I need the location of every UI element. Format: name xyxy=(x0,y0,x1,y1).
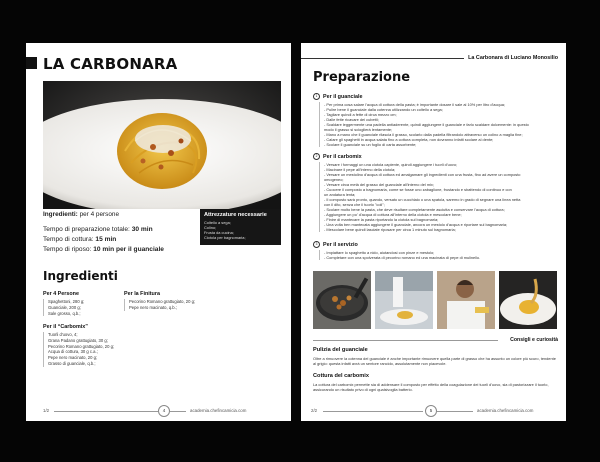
step-title: Per il guanciale xyxy=(323,93,363,100)
tools-heading: Attrezzature necessarie xyxy=(204,212,267,218)
step-section-guanciale xyxy=(313,93,558,147)
servings-label: Ingredienti: xyxy=(43,211,78,218)
time-prep: Tempo di preparazione totale: 30 min xyxy=(43,226,153,233)
ingredient-list xyxy=(43,332,143,367)
tools-box xyxy=(200,209,281,245)
section-title: Preparazione xyxy=(313,70,411,85)
step-section-servizio xyxy=(313,241,558,260)
servings-value: per 4 persone xyxy=(79,211,120,218)
step-item: - Cuocere il composto a bagnomaria, come se fosse uno zabaglione, frustando e sbattendo di continuo e con xyxy=(324,187,512,192)
step-item: - Pulire bene il guanciale dalla cotenna utilizzando un coltello a sega; xyxy=(324,107,443,112)
step-item: omogeneo; xyxy=(324,177,344,182)
step-number: 3 xyxy=(313,241,320,248)
group-title: Per la Finitura xyxy=(124,291,160,297)
recipe-title: LA CARBONARA xyxy=(43,55,178,73)
tips-rule xyxy=(313,340,498,341)
tips-heading: Consigli e curiosità xyxy=(510,337,558,343)
ingredient-item: Pepe nero macinato, q.b.; xyxy=(129,304,177,310)
time-cook: Tempo di cottura: 15 min xyxy=(43,236,117,243)
running-header: La Carbonara di Luciano Monosilio xyxy=(464,55,558,61)
ingredient-list xyxy=(124,299,244,311)
tip-pulizia xyxy=(313,347,558,366)
title-marker xyxy=(26,57,37,69)
step-item: - Scolare molto bene la pasta, che deve risultare completamente asciutta e conservare l'acqua di cottura; xyxy=(324,207,505,212)
ingredients-heading: Ingredienti xyxy=(43,269,118,283)
ingredient-item: Grana Padano grattugiato, 30 g; xyxy=(48,337,108,343)
tools-item: Ciotola per bagnomaria; xyxy=(204,235,246,240)
step-list xyxy=(319,250,558,260)
ingredient-item: Pecorino Romano grattugiato, 20 g; xyxy=(129,299,196,304)
photo-strip xyxy=(313,271,558,329)
ingredient-item: Pecorino Romano grattugiato, 20 g; xyxy=(48,343,115,349)
step-item: - Versare un mestolino d'acqua di cottura ed amalgamare gli ingredienti con una frusta, fino ad avere un composto xyxy=(324,172,521,177)
tools-item: Coltello a sega; xyxy=(204,220,231,225)
step-item: - Finire di mantecare la pasta riportando la ciotola sul bagnomaria; xyxy=(324,217,439,222)
group-title: Per il “Carbomix” xyxy=(43,324,88,330)
tip-title: Cottura del carbomix xyxy=(313,373,369,379)
tip-text: Oltre a rimuovere la cotenna del guanciale è anche importante rimuovere quella parte di grasso che ha assunto un colore più scuro, tendente al grigio: questa infatti avrà un sentore rancido, assolutamente non piacevole. xyxy=(313,356,556,366)
footer-line xyxy=(437,411,473,412)
page-number: 5 xyxy=(425,405,437,417)
tools-item: Colino; xyxy=(204,225,217,230)
step-item: con il dito, senza che il tuorlo "coli"; xyxy=(324,202,385,207)
ingredient-group-carbomix xyxy=(43,324,143,367)
step-item: - Una volta ben mantecata aggiungere il guanciale, ancora un mestolo d'acqua e riportare sul bagnomaria; xyxy=(324,222,508,227)
ingredient-group-finitura xyxy=(124,291,244,311)
ingredient-item: Sale grosso, q.b.; xyxy=(48,310,81,316)
left-page xyxy=(26,43,291,421)
step-item: - Macinare il pepe all'interno della ciotola; xyxy=(324,167,396,172)
ingredient-item: Pepe nero macinato, 20 g; xyxy=(48,355,98,361)
ingredient-item: Guanciale, 200 g; xyxy=(48,304,81,310)
step-item: - Il composto sarà pronto, quando, versato un cucchiaio o una spatola, saremo in grado di segnare una linea netta xyxy=(324,197,521,202)
step-title: Per il carbomix xyxy=(323,153,362,160)
tip-title: Pulizia del guanciale xyxy=(313,347,368,353)
guanciale-pan-photo xyxy=(313,271,371,329)
ingredient-item: Grasso di guanciale, q.b.; xyxy=(48,360,96,366)
footer-line xyxy=(170,411,186,412)
step-title: Per il servizio xyxy=(323,241,358,248)
right-page xyxy=(301,43,566,421)
tip-text: La cottura del carbomix permette sia di addensare il composto per effetto della coagulazione dei tuorli d'uovo, sia di pastorizzare il tuorlo, assicurando un risultato privo di ogni qualsivoglia batterio. xyxy=(313,382,549,392)
page-number: 4 xyxy=(158,405,170,417)
ingredient-item: Acqua di cottura, 30 g c.a.; xyxy=(48,349,98,355)
footer-line xyxy=(323,411,423,412)
ingredient-group-persone xyxy=(43,291,123,316)
times-block xyxy=(43,225,164,255)
step-item: - Versare circa metà del grasso del guanciale all'interno del mix; xyxy=(324,182,434,187)
step-item: un andatura lenta; xyxy=(324,192,356,197)
group-title: Per 4 Persone xyxy=(43,291,79,297)
chef-portrait-photo xyxy=(437,271,495,329)
time-rest: Tempo di riposo: 10 min per il guanciale xyxy=(43,246,164,253)
tools-item: Frusta da cucina; xyxy=(204,230,234,235)
carbonara-photo xyxy=(43,81,281,209)
ingredient-list xyxy=(43,299,123,316)
step-section-carbomix xyxy=(313,153,558,232)
step-number: 2 xyxy=(313,153,320,160)
step-item: - Tagliare quindi a fette di circa mezzo cm; xyxy=(324,112,397,117)
step-number: 1 xyxy=(313,93,320,100)
chef-plating-photo xyxy=(375,271,433,329)
step-list xyxy=(319,162,558,232)
step-item: - Impiattare lo spaghetto a nido, aiutandosi con pinze e mestolo; xyxy=(324,250,435,255)
step-item: - Mescolare bene quindi lasciate riposare per circa 1 minuto sul bagnomaria; xyxy=(324,227,456,232)
step-item: - Mano a mano che il guanciale rilascia il grasso, scolarlo dalla padella filtrandolo attraverso un colino a maglia fine; xyxy=(324,132,523,137)
site-link[interactable]: academia.chefincamicia.com xyxy=(190,408,247,413)
step-item: - Dalle fette ricavare dei cubetti; xyxy=(324,117,379,122)
step-item: - Aggiungere un po' d'acqua di cottura all'interno della ciotola e mescolare bene; xyxy=(324,212,462,217)
site-link[interactable]: academia.chefincamicia.com xyxy=(477,408,534,413)
ingredient-item: Spaghettoni, 280 g; xyxy=(48,299,85,304)
ingredient-item: Tuorli d'uovo, 4; xyxy=(48,332,78,337)
servings-line xyxy=(43,211,119,218)
tip-cottura xyxy=(313,373,558,392)
plated-pasta-photo xyxy=(499,271,557,329)
page-label: 1/2 xyxy=(43,408,50,413)
step-item: - Scaldare leggermente una padella antiaderente, quindi aggiungere il guanciale e farlo scaldare dolcemente: in questo xyxy=(324,122,529,127)
step-item: - Completare con una spolverata di pecorino romano ed una macinata di pepe di mulinello. xyxy=(324,255,481,260)
step-item: - Calare gli spaghetti in acqua salata fino a cottura completa, non dovranno infatti scolare al dente; xyxy=(324,137,494,142)
footer-line xyxy=(54,411,158,412)
step-item: - Scolare il guanciale su un foglio di carta assorbente; xyxy=(324,142,417,147)
step-item: - Versare i formaggi un una ciotola capiente, quindi aggiungere i tuorli d'uovo; xyxy=(324,162,458,167)
step-item: modo il grasso si scioglierà lentamente; xyxy=(324,127,393,132)
step-list xyxy=(319,102,558,147)
step-item: - Per prima cosa salare l'acqua di cottura della pasta; è importante dosare il sale al 10% per litro d'acqua; xyxy=(324,102,505,107)
page-label: 2/2 xyxy=(311,408,318,413)
